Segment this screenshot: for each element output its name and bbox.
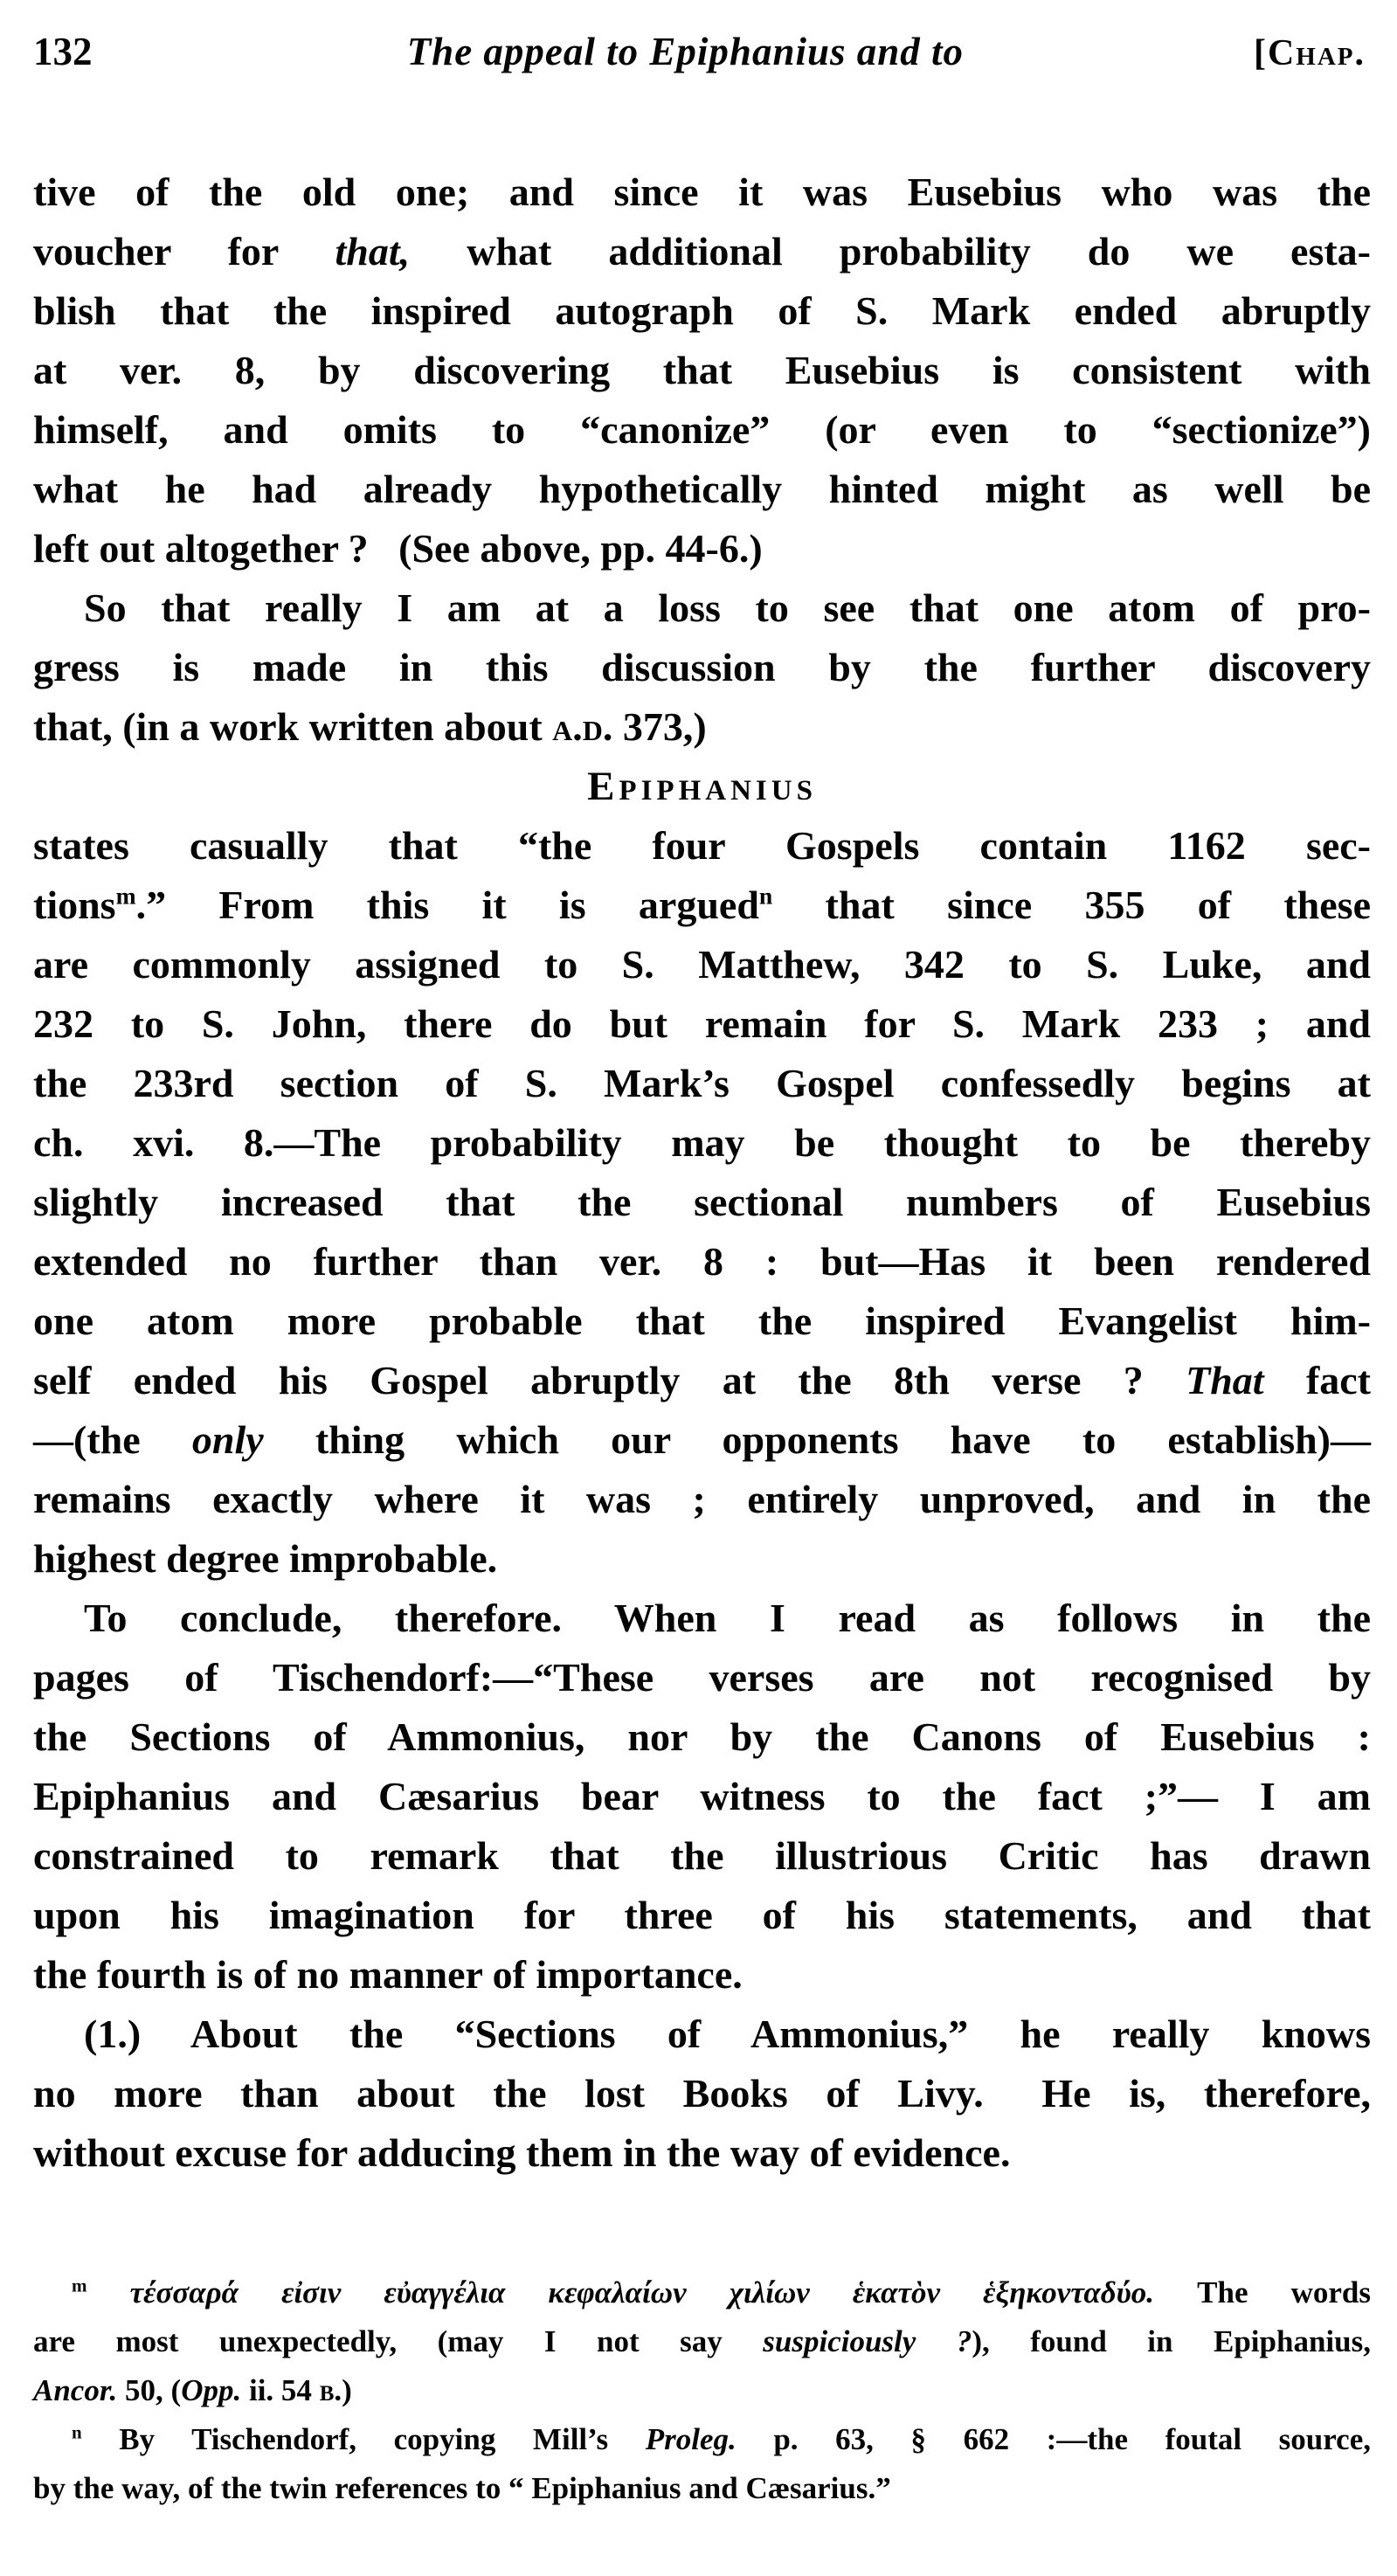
text-segment: that, (335, 229, 411, 274)
text-segment: (1.) About the “Sections of Ammonius,” he really knows (84, 2012, 1371, 2056)
text-line (33, 816, 1371, 876)
text-line (33, 2268, 1371, 2317)
text-line (33, 1589, 1371, 1648)
footnotes (33, 2268, 1371, 2513)
text-line (33, 697, 1371, 757)
text-segment: a.d. (552, 704, 613, 749)
text-segment: blish that the inspired autograph of S. Mark ended abruptly (33, 288, 1371, 333)
text-segment: what he had already hypothetically hinted might as well be (33, 467, 1371, 511)
text-line (33, 1470, 1371, 1529)
text-line (33, 935, 1371, 994)
text-segment: fact (1263, 1358, 1371, 1402)
text-segment: by the way, of the twin references to “ Epiphanius and Cæsarius.” (33, 2471, 891, 2505)
running-title: The appeal to Epiphanius and to (406, 30, 965, 73)
text-segment: gress is made in this discussion by the further discovery (33, 645, 1371, 689)
text-line (33, 1945, 1371, 2005)
text-line (33, 578, 1371, 638)
text-segment: —(the (33, 1417, 192, 1462)
text-line (33, 2005, 1371, 2064)
text-line (33, 1648, 1371, 1707)
text-line (33, 1886, 1371, 1945)
text-segment: pages of Tischendorf:—“These verses are not recognised by (33, 1655, 1371, 1700)
text-segment: himself, and omits to “canonize” (or even to “sectionize”) (33, 407, 1371, 452)
text-segment: constrained to remark that the illustrious Critic has drawn (33, 1833, 1371, 1878)
text-segment: So that really I am at a loss to see that one atom of pro- (84, 585, 1371, 630)
text-segment: 373,) (612, 704, 707, 749)
text-segment: ), found in Epiphanius, (972, 2324, 1371, 2358)
text-line (33, 163, 1371, 222)
text-line (33, 1826, 1371, 1886)
footnote-marker: m (115, 882, 136, 910)
text-line (33, 1232, 1371, 1291)
text-segment: voucher for (33, 229, 335, 274)
text-line (33, 519, 1371, 578)
text-segment: Proleg. (645, 2422, 737, 2456)
text-segment: tions (33, 883, 116, 927)
text-segment: tive of the old one; and since it was Eusebius who was the (33, 170, 1371, 214)
text-segment: the Sections of Ammonius, nor by the Canons of Eusebius : (33, 1714, 1371, 1759)
text-segment: By Tischendorf, copying Mill’s (81, 2422, 646, 2456)
footnote-marker: m (72, 2275, 87, 2296)
body-text (33, 163, 1371, 2183)
text-segment: Epiphanius (587, 764, 817, 809)
text-segment: 50, ( (117, 2373, 182, 2407)
text-segment: To conclude, therefore. When I read as follows in the (84, 1596, 1371, 1640)
text-line (33, 2123, 1371, 2183)
text-segment: p. 63, § 662 :—the foutal source, (736, 2422, 1371, 2456)
text-segment: are commonly assigned to S. Matthew, 342 to S. Luke, and (33, 942, 1371, 987)
text-line (33, 222, 1371, 281)
text-segment: no more than about the lost Books of Livy. He is, therefore, (33, 2071, 1371, 2116)
text-line (33, 1351, 1371, 1410)
text-segment: remains exactly where it was ; entirely unproved, and in the (33, 1477, 1371, 1521)
text-line (33, 1054, 1371, 1113)
text-line (33, 1173, 1371, 1232)
text-segment: at ver. 8, by discovering that Eusebius is consistent with (33, 348, 1371, 392)
text-line (33, 460, 1371, 519)
text-segment: one atom more probable that the inspired Evangelist him- (33, 1298, 1371, 1343)
text-segment: upon his imagination for three of his statements, and that (33, 1893, 1371, 1937)
text-segment: That (1186, 1358, 1264, 1402)
text-segment: ch. xvi. 8.—The probability may be thought to be thereby (33, 1120, 1371, 1165)
text-segment: b. (319, 2373, 342, 2407)
text-segment (87, 2275, 130, 2309)
text-line (33, 994, 1371, 1054)
text-line (33, 1529, 1371, 1589)
text-line (33, 876, 1371, 935)
text-segment: Epiphanius and Cæsarius bear witness to the fact ;”— I am (33, 1774, 1371, 1818)
text-line (33, 638, 1371, 697)
text-line (33, 2064, 1371, 2123)
text-line (33, 2317, 1371, 2366)
text-segment: Ancor. (33, 2373, 118, 2407)
text-line (33, 2464, 1371, 2513)
text-segment: thing which our opponents have to establish)— (263, 1417, 1372, 1462)
text-line (33, 2366, 1371, 2415)
text-segment: τέσσαρά εἰσιν εὐαγγέλια κεφαλαίων χιλίων ἑκατὸν ἑξηκονταδύο. (129, 2275, 1155, 2309)
text-segment: slightly increased that the sectional numbers of Eusebius (33, 1180, 1371, 1224)
text-segment: .” From this it is argued (135, 883, 759, 927)
text-segment: self ended his Gospel abruptly at the 8th verse ? (33, 1358, 1186, 1402)
text-line (33, 1767, 1371, 1826)
text-segment: extended no further than ver. 8 : but—Has it been rendered (33, 1239, 1371, 1284)
footnote-marker: n (758, 882, 773, 910)
text-segment: are most unexpectedly, (may I not say (33, 2324, 764, 2358)
text-segment: only (191, 1417, 264, 1462)
text-segment: that since 355 of these (772, 883, 1371, 927)
text-segment: what additional probability do we esta- (410, 229, 1371, 274)
text-segment: the 233rd section of S. Mark’s Gospel confessedly begins at (33, 1061, 1371, 1105)
text-segment: states casually that “the four Gospels contain 1162 sec- (33, 823, 1371, 868)
text-line (33, 281, 1371, 341)
text-line (33, 341, 1371, 400)
text-line (33, 1291, 1371, 1351)
text-segment: left out altogether ? (See above, pp. 44-6.) (33, 526, 763, 571)
text-line (33, 400, 1371, 460)
text-segment: The words (1154, 2275, 1371, 2309)
section-heading (33, 757, 1371, 816)
page-number: 132 (33, 30, 93, 73)
text-line (33, 1113, 1371, 1173)
page-header (33, 0, 1371, 80)
text-segment: 232 to S. John, there do but remain for S. Mark 233 ; and (33, 1001, 1371, 1046)
text-segment: ii. 54 (241, 2373, 320, 2407)
text-segment: ) (342, 2373, 352, 2407)
text-line (33, 1410, 1371, 1470)
text-line (33, 2415, 1371, 2464)
text-column (33, 0, 1371, 2513)
chapter-marker: [Chap. (1253, 33, 1366, 73)
text-segment: the fourth is of no manner of importance. (33, 1952, 743, 1997)
footnote-marker: n (72, 2421, 82, 2443)
text-segment: highest degree improbable. (33, 1536, 498, 1581)
text-line (33, 1707, 1371, 1767)
text-segment: without excuse for adducing them in the way of evidence. (33, 2130, 1011, 2175)
text-segment: that, (in a work written about (33, 704, 553, 749)
text-segment: Opp. (181, 2373, 242, 2407)
text-segment: suspiciously ? (763, 2324, 972, 2358)
